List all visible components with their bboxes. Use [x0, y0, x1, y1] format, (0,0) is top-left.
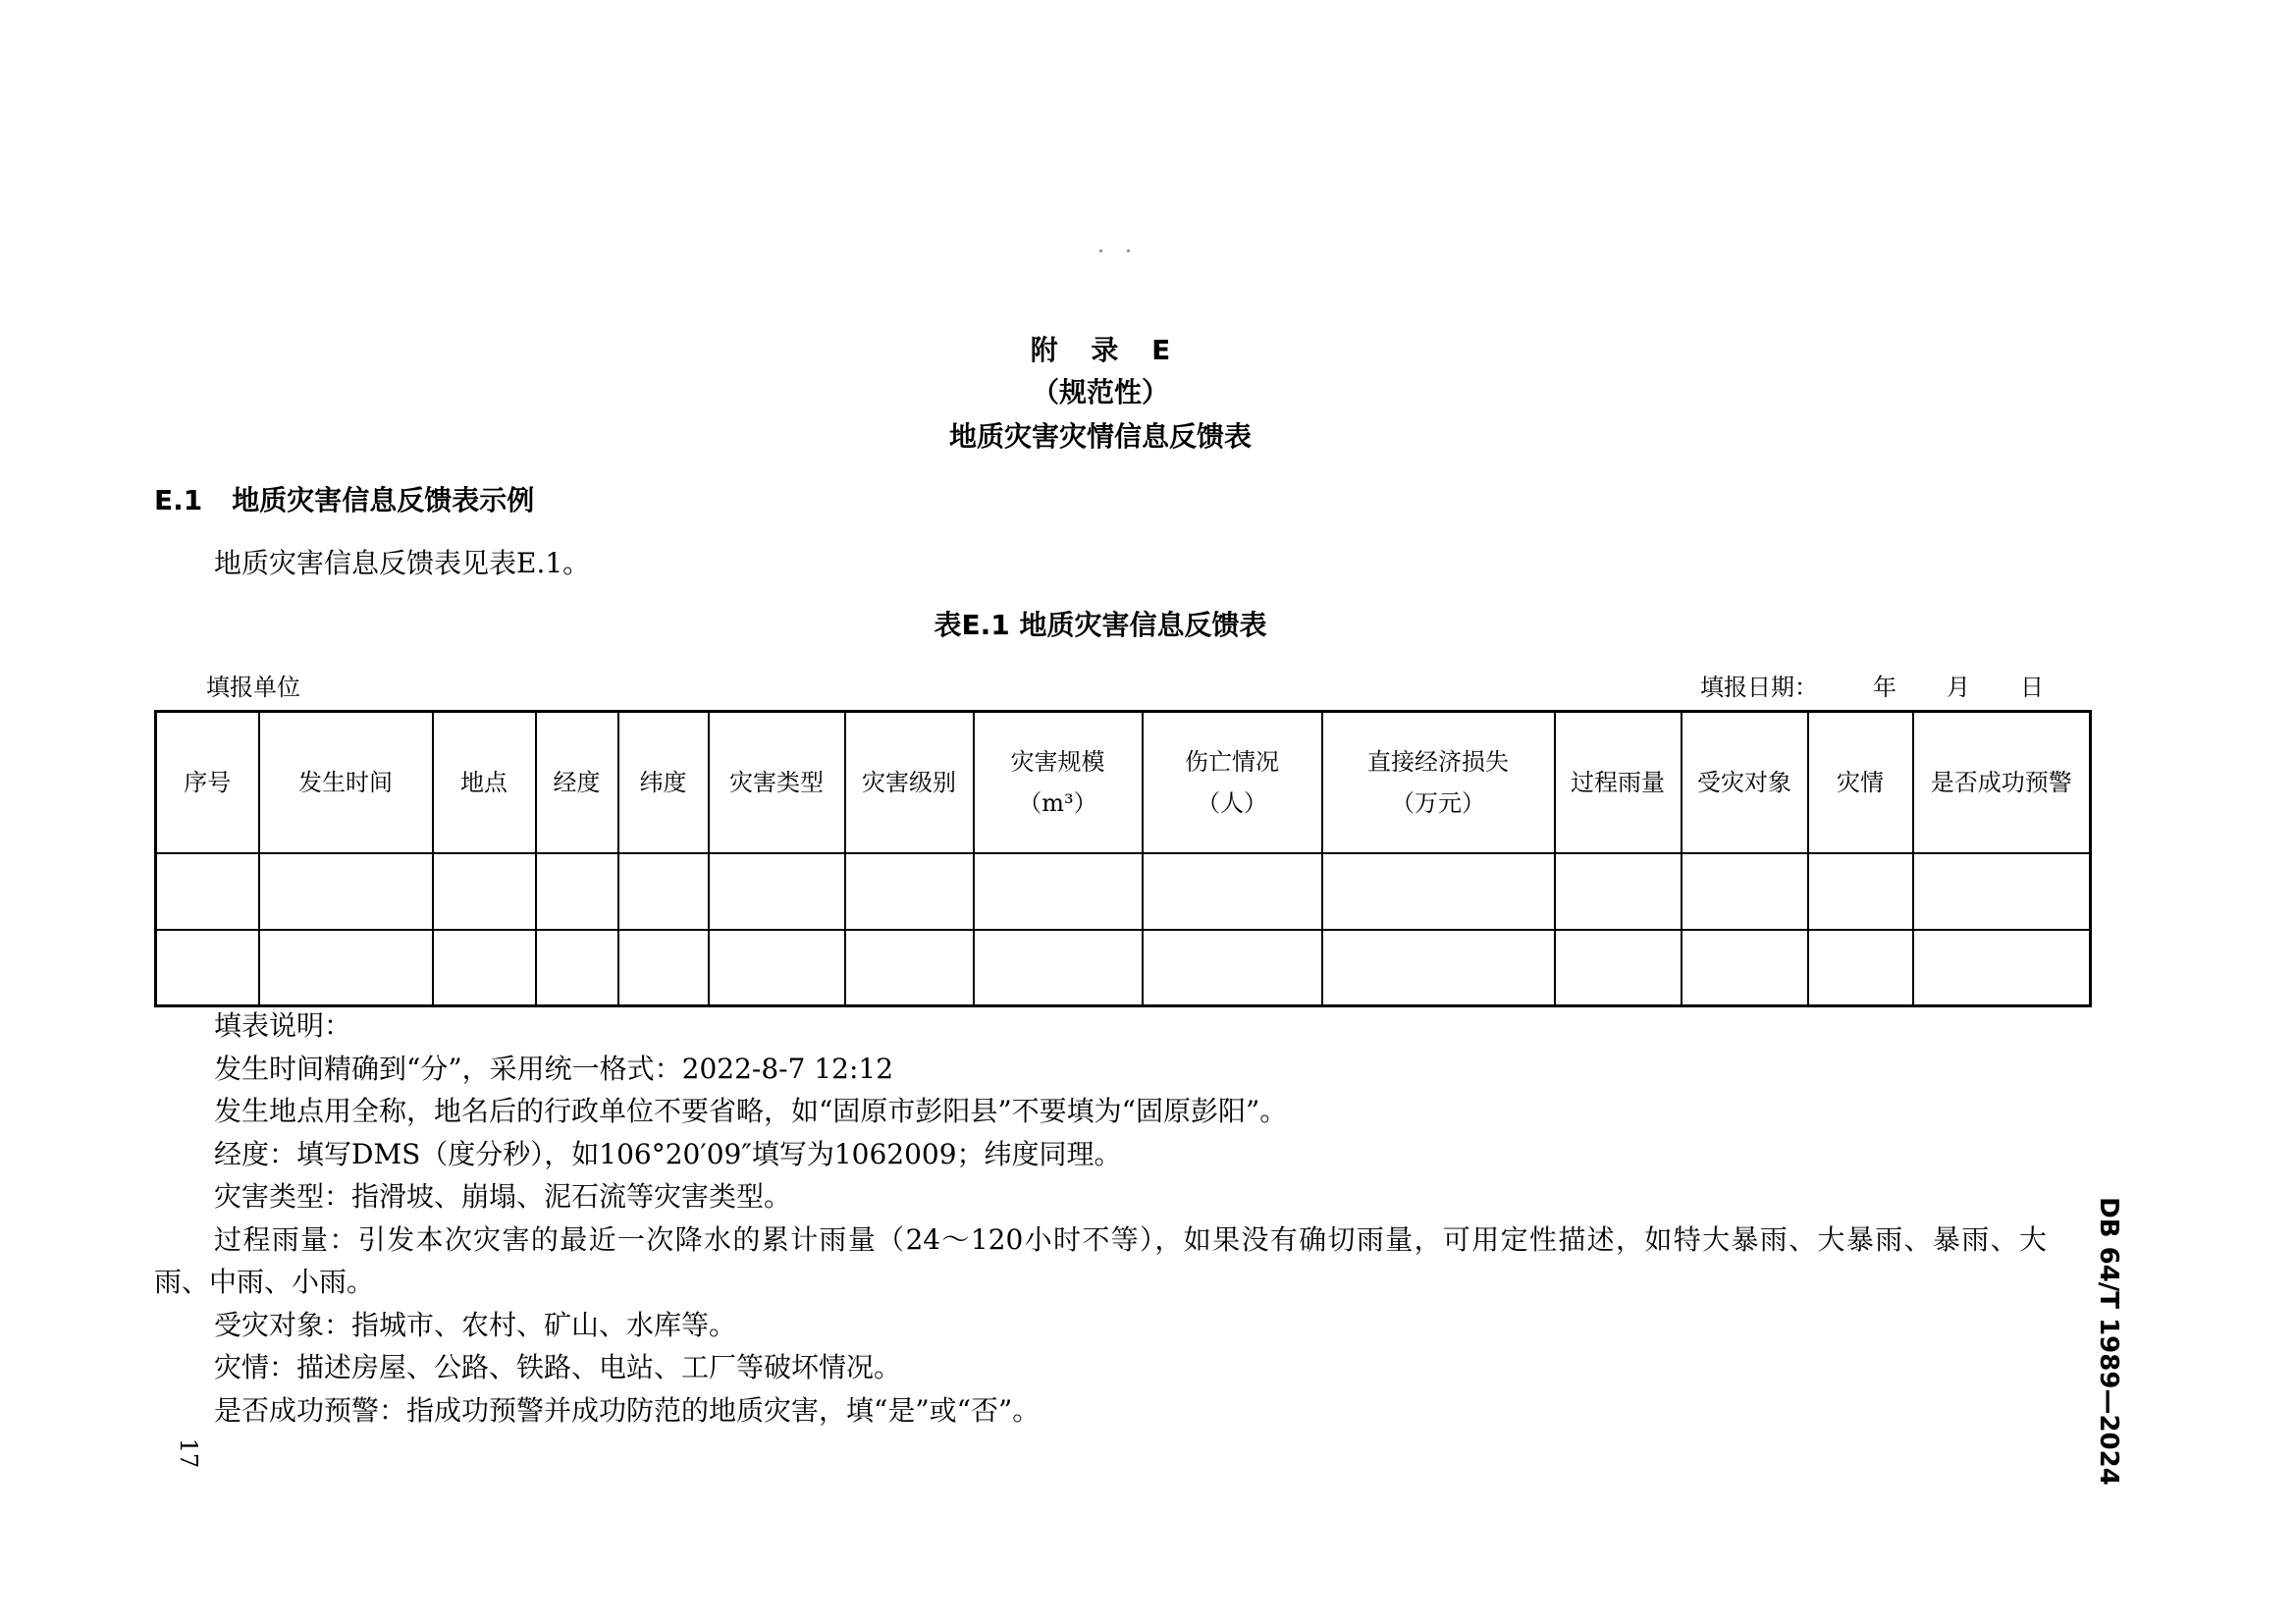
- table-cell: [259, 930, 433, 1006]
- table-row: [156, 930, 2091, 1006]
- table-cell: [845, 853, 974, 930]
- section-heading: [154, 481, 534, 520]
- header-disaster-level: 灾害级别: [845, 712, 974, 853]
- note-disaster-situation: 灾情：描述房屋、公路、铁路、电站、工厂等破坏情况。: [214, 1351, 902, 1383]
- table-cell: [845, 930, 974, 1006]
- table-caption: 表E.1 地质灾害信息反馈表: [934, 609, 1267, 641]
- table-cell: [1143, 930, 1322, 1006]
- fill-unit-label: 填报单位: [206, 674, 300, 701]
- table-cell: [1808, 930, 1913, 1006]
- table-cell: [156, 853, 259, 930]
- table-cell: [259, 853, 433, 930]
- fill-date-day: 日: [2020, 674, 2044, 701]
- table-cell: [1682, 853, 1808, 930]
- header-occur-time: 发生时间: [259, 712, 433, 853]
- intro-paragraph: 地质灾害信息反馈表见表E.1。: [214, 547, 591, 579]
- header-dot: [1099, 249, 1102, 252]
- feedback-table: [154, 710, 2092, 1007]
- header-dot: [1127, 249, 1130, 252]
- header-rainfall: 过程雨量: [1555, 712, 1682, 853]
- table-row: [156, 853, 2091, 930]
- table-cell: [1322, 853, 1555, 930]
- header-economic-loss: 直接经济损失 （万元）: [1322, 712, 1555, 853]
- header-warning-success: 是否成功预警: [1913, 712, 2091, 853]
- appendix-nature: （规范性）: [1031, 376, 1169, 408]
- fill-date-month: 月: [1947, 674, 1970, 701]
- table-cell: [156, 930, 259, 1006]
- table-cell: [536, 853, 618, 930]
- note-occur-time: 发生时间精确到“分”，采用统一格式：2022-8-7 12:12: [214, 1052, 894, 1085]
- table-cell: [618, 853, 709, 930]
- note-longitude: 经度：填写DMS（度分秒），如106°20′09″填写为1062009；纬度同理。: [214, 1137, 1122, 1170]
- header-disaster-scale: 灾害规模 （m³）: [974, 712, 1143, 853]
- note-disaster-type: 灾害类型：指滑坡、崩塌、泥石流等灾害类型。: [214, 1180, 792, 1213]
- table-cell: [1808, 853, 1913, 930]
- header-disaster-type: 灾害类型: [709, 712, 845, 853]
- table-cell: [974, 853, 1143, 930]
- page-number: 17: [175, 1437, 202, 1469]
- header-serial: 序号: [156, 712, 259, 853]
- table-cell: [1913, 930, 2091, 1006]
- table-cell: [1555, 853, 1682, 930]
- header-longitude: 经度: [536, 712, 618, 853]
- header-affected-objects: 受灾对象: [1682, 712, 1808, 853]
- header-disaster-situation: 灾情: [1808, 712, 1913, 853]
- table-cell: [1143, 853, 1322, 930]
- section-title: 地质灾害信息反馈表示例: [232, 484, 535, 516]
- table-cell: [1322, 930, 1555, 1006]
- table-body: [156, 853, 2091, 1006]
- table-cell: [709, 930, 845, 1006]
- table-cell: [1682, 930, 1808, 1006]
- table-cell: [618, 930, 709, 1006]
- note-rainfall: 过程雨量：引发本次灾害的最近一次降水的累计雨量（24～120小时不等），如果没有确切雨量，可用定性描述，如特大暴雨、大暴雨、暴雨、大: [214, 1222, 2047, 1256]
- fill-date-label: 填报日期：: [1700, 674, 1818, 701]
- section-number: E.1: [154, 484, 203, 516]
- table-cell: [974, 930, 1143, 1006]
- fill-date-year: 年: [1873, 674, 1896, 701]
- table-cell: [433, 930, 536, 1006]
- fill-instructions: [154, 1004, 2047, 1432]
- appendix-label: 附 录 E: [1030, 334, 1171, 366]
- standard-code: DB 64/T 1989—2024: [2094, 1197, 2123, 1486]
- note-location: 发生地点用全称，地名后的行政单位不要省略，如“固原市彭阳县”不要填为“固原彭阳”。: [214, 1095, 1288, 1127]
- header-casualties: 伤亡情况 （人）: [1143, 712, 1322, 853]
- note-affected-objects: 受灾对象：指城市、农村、矿山、水库等。: [214, 1308, 737, 1341]
- header-location: 地点: [433, 712, 536, 853]
- table-cell: [1555, 930, 1682, 1006]
- note-warning-success: 是否成功预警：指成功预警并成功防范的地质灾害，填“是”或“否”。: [214, 1393, 1041, 1427]
- appendix-title: 地质灾害灾情信息反馈表: [948, 420, 1252, 453]
- header-latitude: 纬度: [618, 712, 709, 853]
- table-cell: [1913, 853, 2091, 930]
- table-header-row: [156, 712, 2091, 853]
- table-cell: [709, 853, 845, 930]
- table-cell: [536, 930, 618, 1006]
- table-cell: [433, 853, 536, 930]
- note-rainfall-continued: 雨、中雨、小雨。: [154, 1266, 375, 1298]
- notes-heading: 填表说明：: [214, 1009, 352, 1042]
